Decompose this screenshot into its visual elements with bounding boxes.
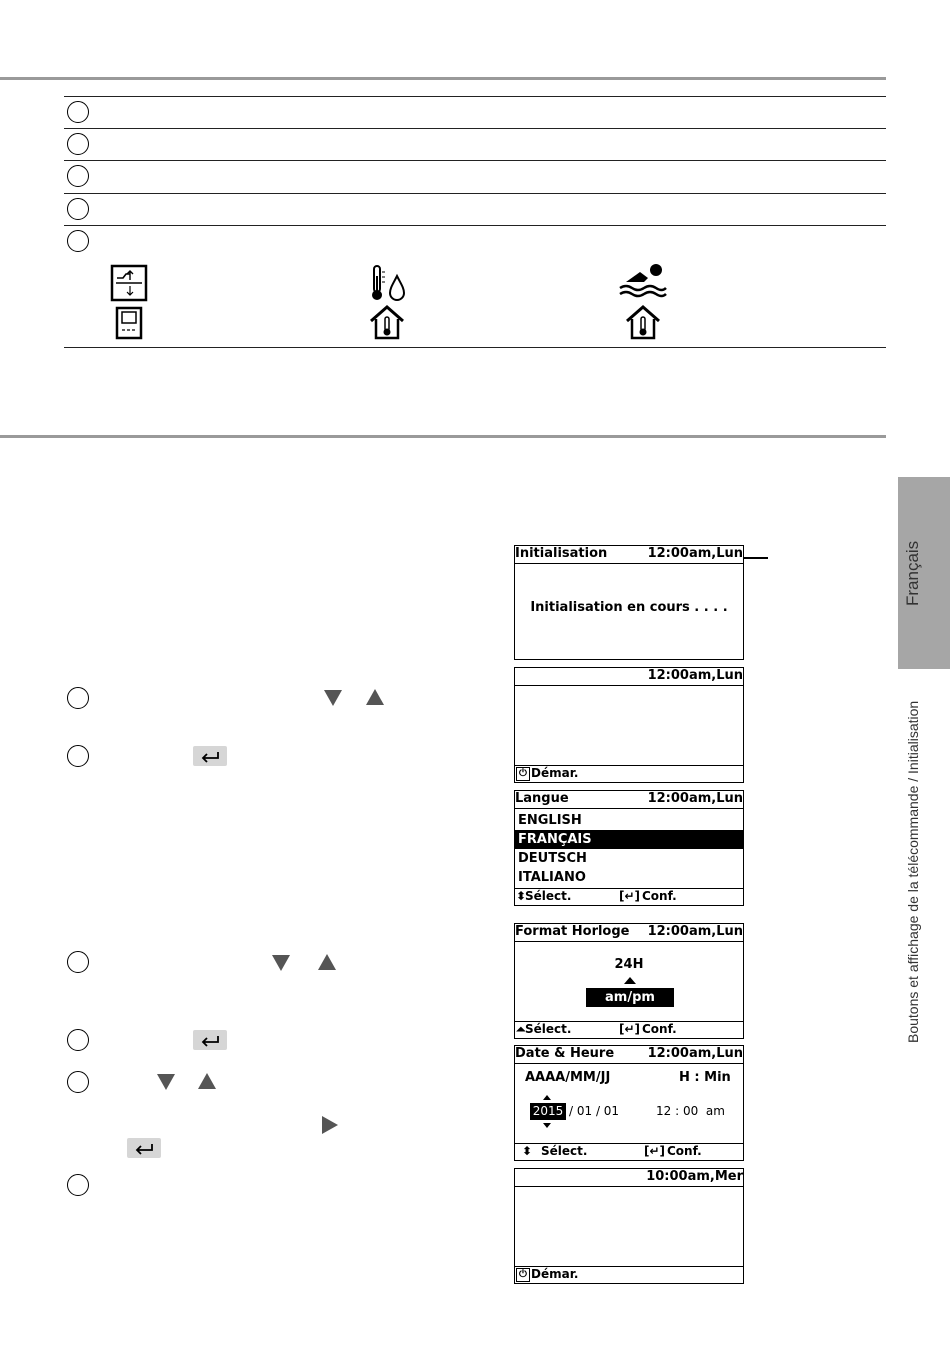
table-rule: [64, 225, 886, 226]
lcd-clock-format-screen: [514, 923, 744, 1039]
lcd-clock: 12:00am,Lun: [647, 791, 743, 806]
language-option-selected: FRANÇAIS: [515, 830, 743, 849]
lcd-header: [515, 668, 743, 686]
right-arrow-icon: [322, 1116, 338, 1134]
lcd-header: [515, 791, 743, 809]
enter-key-icon: [127, 1138, 161, 1158]
clock-format-selected: am/pm: [586, 988, 674, 1007]
lcd-init-screen: [514, 545, 744, 660]
table-rule: [64, 193, 886, 194]
lcd-footer: [515, 1021, 743, 1038]
lcd-final-screen: [514, 1168, 744, 1284]
select-up-icon: ⏶: [516, 1022, 526, 1036]
step-marker: [67, 745, 89, 767]
up-caret-icon: [624, 977, 636, 984]
table-rule: [64, 160, 886, 161]
enter-bracket-icon: [↵]: [619, 889, 641, 903]
lcd-date-time-screen: [514, 1045, 744, 1161]
up-arrow-icon: [366, 689, 384, 705]
lcd-title: Date & Heure: [515, 1046, 615, 1061]
clock-format-24h: 24H: [614, 957, 644, 972]
step-marker: [67, 687, 89, 709]
step-marker: [67, 1174, 89, 1196]
up-arrow-icon: [318, 954, 336, 970]
up-arrow-icon: [198, 1073, 216, 1089]
language-option: ITALIANO: [518, 870, 586, 885]
step-marker: [67, 133, 89, 155]
lcd-header: [515, 546, 743, 564]
callout-line: [744, 557, 768, 559]
lcd-clock: 12:00am,Lun: [647, 668, 743, 683]
thermometer-drop-icon: [368, 264, 408, 302]
house-thermometer-icon: [368, 305, 406, 341]
lcd-header: [515, 1046, 743, 1064]
down-caret-icon: [543, 1123, 551, 1128]
step-marker: [67, 230, 89, 252]
select-updown-icon: ⬍: [516, 889, 527, 903]
lcd-footer-select: Sélect.: [541, 1144, 588, 1158]
date-format-label: AAAA/MM/JJ: [525, 1070, 611, 1085]
lcd-header: [515, 1169, 743, 1187]
lcd-footer: [515, 888, 743, 905]
enter-key-icon: [193, 746, 227, 766]
year-field-selected: 2015: [530, 1103, 566, 1120]
lcd-footer: [515, 1143, 743, 1160]
language-option: DEUTSCH: [518, 851, 587, 866]
time-value: 12 : 00 am: [656, 1104, 725, 1118]
lcd-footer: [515, 765, 743, 782]
select-updown-icon: ⬍: [522, 1144, 533, 1158]
lcd-footer-label: Démar.: [531, 1267, 579, 1281]
lcd-footer-label: Démar.: [531, 766, 579, 780]
lcd-footer-confirm: Conf.: [667, 1144, 702, 1158]
step-marker: [67, 1071, 89, 1093]
lcd-title: Langue: [515, 791, 569, 806]
table-rule: [64, 347, 886, 348]
enter-bracket-icon: [↵]: [644, 1144, 666, 1158]
lcd-start-screen: [514, 667, 744, 783]
lcd-footer-select: Sélect.: [525, 889, 572, 903]
date-rest: / 01 / 01: [569, 1104, 620, 1118]
lcd-clock: 10:00am,Mer: [646, 1169, 743, 1184]
language-tab-label: Français: [903, 540, 922, 606]
table-rule: [64, 96, 886, 97]
up-caret-icon: [543, 1095, 551, 1100]
lcd-clock: 12:00am,Lun: [647, 546, 743, 561]
table-rule: [64, 128, 886, 129]
lcd-footer-confirm: Conf.: [642, 1022, 677, 1036]
enter-key-icon: [193, 1030, 227, 1050]
step-marker: [67, 1029, 89, 1051]
swimmer-icon: [618, 262, 668, 302]
lcd-language-screen: [514, 790, 744, 906]
lcd-message: Initialisation en cours . . . .: [530, 600, 728, 615]
enter-bracket-icon: [↵]: [619, 1022, 641, 1036]
power-icon: ⏻: [516, 1268, 530, 1282]
time-format-label: H : Min: [679, 1070, 731, 1085]
section-side-label: Boutons et affichage de la télécommande / Initialisation: [905, 700, 921, 1043]
heat-exchanger-icon: [110, 264, 148, 302]
lcd-clock: 12:00am,Lun: [647, 1046, 743, 1061]
step-marker: [67, 165, 89, 187]
lcd-title: Format Horloge: [515, 924, 630, 939]
house-thermometer-icon: [624, 305, 662, 341]
step-marker: [67, 198, 89, 220]
down-arrow-icon: [324, 690, 342, 706]
down-arrow-icon: [157, 1074, 175, 1090]
lcd-header: [515, 924, 743, 942]
lcd-clock: 12:00am,Lun: [647, 924, 743, 939]
power-icon: ⏻: [516, 767, 530, 781]
lcd-footer-select: Sélect.: [525, 1022, 572, 1036]
step-marker: [67, 101, 89, 123]
down-arrow-icon: [272, 955, 290, 971]
lcd-footer: [515, 1266, 743, 1283]
section-rule: [0, 435, 886, 438]
language-option: ENGLISH: [518, 813, 582, 828]
step-marker: [67, 951, 89, 973]
lcd-title: Initialisation: [515, 546, 608, 561]
lcd-footer-confirm: Conf.: [642, 889, 677, 903]
top-section-rule: [0, 77, 886, 80]
remote-unit-icon: [114, 306, 144, 340]
